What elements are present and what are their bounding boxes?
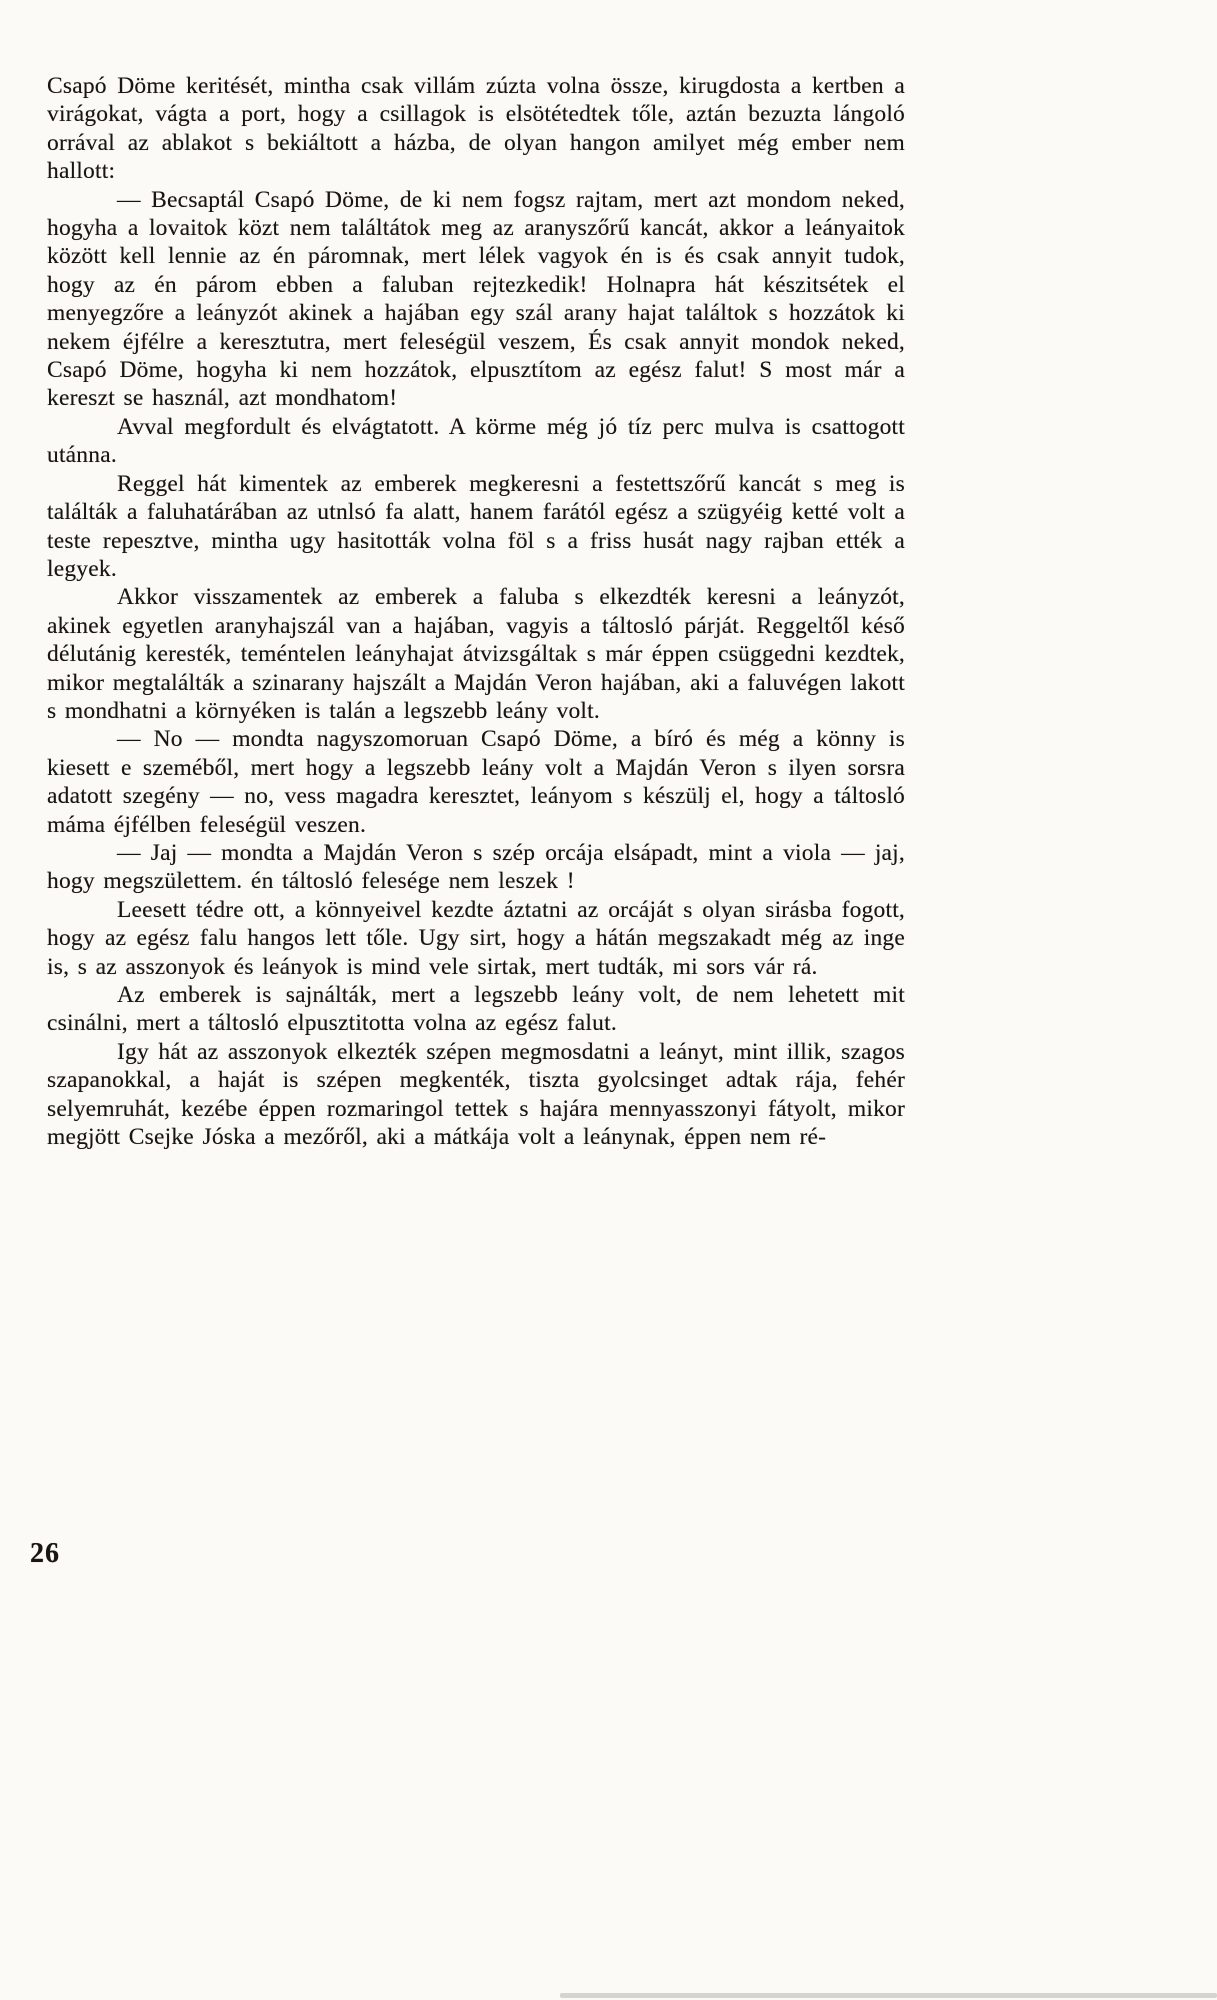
paragraph: — Jaj — mondta a Majdán Veron s szép orcája elsápadt, mint a viola — jaj, hogy megszülettem. én táltosló felesége nem leszek ! <box>47 839 905 895</box>
paragraph: — Becsaptál Csapó Döme, de ki nem fogsz rajtam, mert azt mondom neked, hogyha a lovaitok közt nem találtátok meg az aranyszőrű kancát, akkor a leányaitok között kell lennie az én páromnak, mert lélek vagyok én is és csak annyit tudok, hogy az én párom ebben a faluban rejtezkedik! Holnapra hát készitsétek el menyegzőre a leányzót akinek a hajában egy szál arany hajat találtok s hozzátok ki nekem éjfélre a keresztutra, mert feleségül veszem, És csak annyit mondok neked, Csapó Döme, hogyha ki nem hozzátok, elpusztítom az egész falut! S most már a kereszt se használ, azt mondhatom! <box>47 186 905 412</box>
paragraph: Akkor visszamentek az emberek a faluba s elkezdték keresni a leányzót, akinek egyetlen aranyhajszál van a hajában, vagyis a táltosló párját. Reggeltől késő délutánig keresték, teméntelen leányhajat átvizsgáltak s már éppen csüggedni kezdtek, mikor megtalálták a szinarany hajszált a Majdán Veron hajában, aki a faluvégen lakott s mondhatni a környéken is talán a legszebb leány volt. <box>47 584 905 724</box>
paragraph: Reggel hát kimentek az emberek megkeresni a festettszőrű kancát s meg is találták a faluhatárában az utnlsó fa alatt, hanem farától egész a szügyéig ketté volt a teste repesztve, mintha ugy hasitották volna föl s a friss husát nagy rajban ették a legyek. <box>47 470 905 582</box>
paragraph: Csapó Döme keritését, mintha csak villám zúzta volna össze, kirugdosta a kertben a virágokat, vágta a port, hogy a csillagok is elsötétedtek tőle, aztán bezuzta lángoló orrával az ablakot s bekiáltott a házba, de olyan hangon amilyet még ember nem hallott: <box>47 73 905 185</box>
paragraph: Igy hát az asszonyok elkezték szépen megmosdatni a leányt, mint illik, szagos szapanokkal, a haját is szépen megkenték, tiszta gyolcsinget adtak rája, fehér selyemruhát, kezébe éppen rozmaringol tettek s hajára mennyasszonyi fátyolt, mikor megjött Csejke Jóska a mezőről, aki a mátkája volt a leánynak, éppen nem ré- <box>47 1038 905 1151</box>
scan-edge-artifact <box>560 1993 1217 1998</box>
paragraph: Leesett tédre ott, a könnyeivel kezdte áztatni az orcáját s olyan sirásba fogott, hogy az egész falu hangos lett tőle. Ugy sirt, hogy a hátán megszakadt még az inge is, s az asszonyok és leányok is mind vele sirtak, mert tudták, mi sors vár rá. <box>47 896 905 980</box>
paragraph: — No — mondta nagyszomoruan Csapó Döme, a bíró és még a könny is kiesett e szeméből, mert hogy a legszebb leány volt a Majdán Veron s ilyen sorsra adatott szegény — no, vess magadra keresztet, leányom s készülj el, hogy a táltosló máma éjfélben feleségül veszen. <box>47 726 905 838</box>
paragraph: Avval megfordult és elvágtatott. A körme még jó tíz perc mulva is csattogott utánna. <box>47 413 905 469</box>
text-block <box>47 72 905 1151</box>
paragraph: Az emberek is sajnálták, mert a legszebb leány volt, de nem lehetett mit csinálni, mert a táltosló elpusztitotta volna az egész falut. <box>47 982 905 1037</box>
page-number: 26 <box>30 1538 60 1569</box>
